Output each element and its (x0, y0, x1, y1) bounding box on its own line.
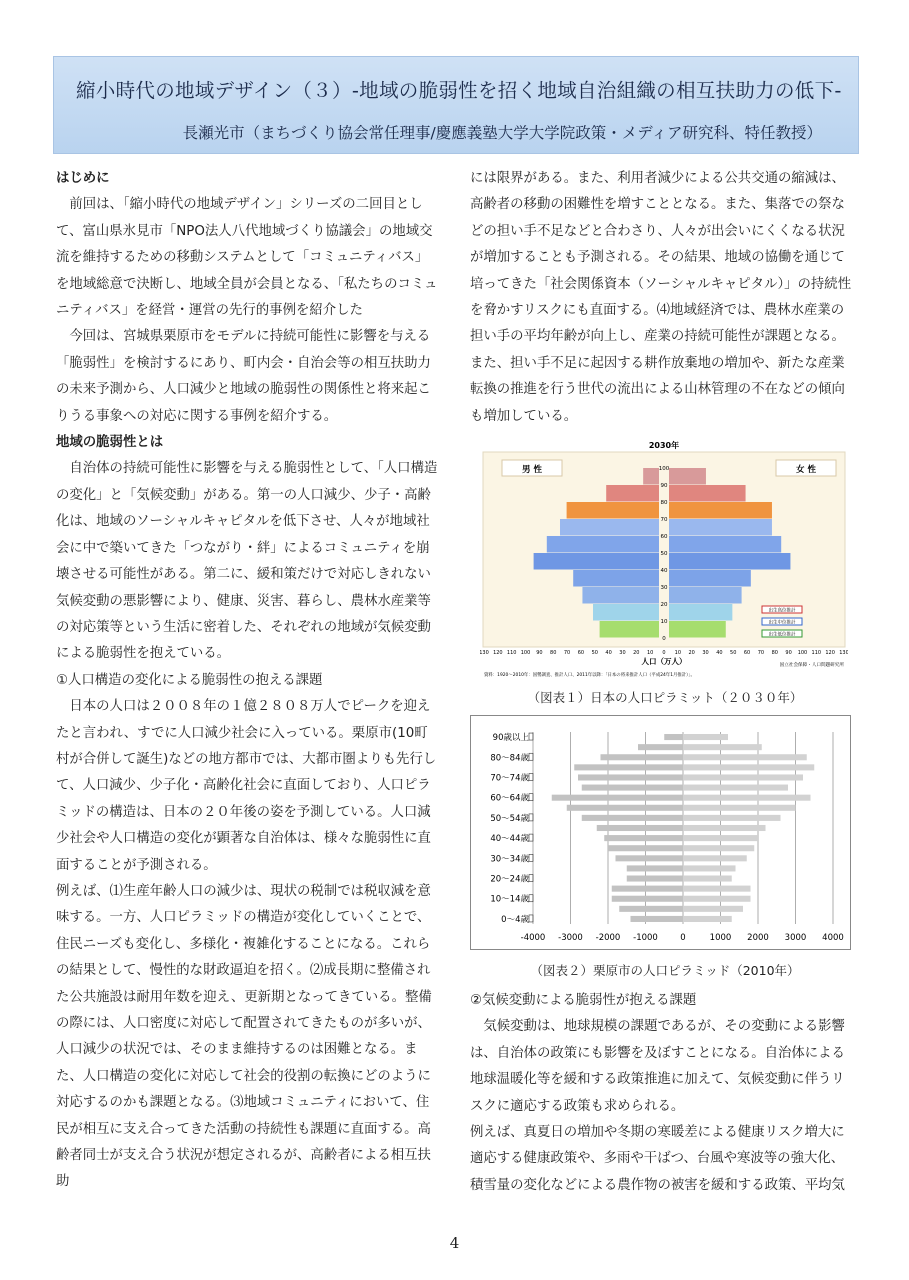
figure1-caption: （図表１）日本の人口ピラミット（２０３０年） (527, 690, 803, 705)
male-bar-0-9 (600, 621, 659, 638)
male-label: 男 性 (522, 465, 542, 475)
female-bar-10-19 (669, 604, 732, 621)
paragraph: 前回は、「縮小時代の地域デザイン」シリーズの二回目として、富山県氷見市「NPO法人八代地域づくり協議会」の地域交流を維持するための移動システムとして「コミュニティバス」を地域総意で決断し、地域全員が会員となる、「私たちのコミュニティバス」を経営・運営の先行的事例を紹介した (56, 197, 438, 319)
age-label: 60〜64歳 (490, 793, 529, 804)
x-tick: 70 (563, 650, 571, 656)
female-bar-90-99 (669, 468, 706, 485)
age-label: 40〜44歳 (490, 834, 529, 845)
bar-男-0〜4歳 (631, 916, 684, 922)
label-box (529, 875, 533, 882)
paragraph: 例えば、真夏日の増加や冬期の寒暖差による健康リスク増大に適応する健康政策や、多雨や干ばつ、台風や寒波等の強大化、積雪量の変化などによる農作物の被害を緩和する政策、平均気 (470, 1125, 845, 1193)
age-axis-labels (490, 732, 533, 925)
female-bar-60-69 (669, 519, 772, 536)
bar-男-30〜34歳 (616, 855, 684, 861)
bar-男-80〜84歳 (601, 754, 684, 760)
label-box (529, 753, 533, 760)
x-tick: 60 (743, 650, 751, 656)
age-tick: 10 (660, 619, 668, 625)
bar-男-70〜74歳 (578, 774, 683, 780)
page-number: 4 (449, 1234, 460, 1252)
label-box (529, 915, 533, 922)
japan-pyramid-chart (480, 438, 848, 684)
chart-org: 国立社会保障・人口問題研究所 (779, 663, 844, 668)
figure2-caption: （図表２）栗原市の人口ピラミッド（2010年） (530, 963, 800, 978)
label-box (529, 814, 533, 821)
x-tick: -2000 (595, 933, 621, 943)
x-tick: 0 (662, 650, 666, 656)
male-bar-80-89 (606, 485, 659, 502)
x-tick: 90 (536, 650, 543, 656)
bar-女-50〜54歳 (683, 815, 781, 821)
male-bar-50-59 (547, 536, 659, 553)
x-tick: 130 (480, 650, 489, 656)
x-tick: 110 (506, 650, 517, 656)
age-label: 30〜34歳 (490, 854, 529, 865)
female-bar-0-9 (669, 621, 726, 638)
kurihara-pyramid-chart (471, 716, 850, 949)
female-bar-70-79 (669, 502, 772, 519)
male-bar-90-99 (643, 468, 659, 485)
x-tick: 100 (520, 650, 531, 656)
bar-男-10〜14歳 (612, 896, 683, 902)
bar-女-80〜84歳 (683, 754, 807, 760)
age-tick: 20 (660, 602, 668, 608)
x-tick: -1000 (633, 933, 658, 943)
chart-year: 2030年 (648, 441, 680, 450)
paragraph: 気候変動は、地球規模の課題であるが、その変動による影響は、自治体の政策にも影響を及ぼすことになる。自治体による地球温暖化等を緩和する政策推進に加えて、気候変動に伴うリスクに適応する政策も求められる。 (470, 1019, 845, 1114)
legend-low: 出生低位推計 (768, 632, 796, 638)
bar-男-65〜69歳 (582, 785, 683, 791)
x-tick: 20 (633, 650, 640, 656)
label-box (529, 834, 533, 841)
label-box (529, 895, 533, 902)
age-label: 0〜4歳 (501, 914, 529, 925)
section-heading: 地域の脆弱性とは (56, 435, 164, 451)
kurihara-population-pyramid (470, 715, 851, 950)
x-tick: 3000 (784, 933, 807, 943)
age-tick: 0 (662, 636, 666, 642)
bar-男-55〜59歳 (567, 805, 683, 811)
x-tick: 80 (771, 650, 778, 656)
x-tick: 0 (680, 933, 686, 943)
x-tick-labels (521, 933, 844, 943)
x-tick: 80 (550, 650, 557, 656)
age-tick: 50 (660, 551, 668, 557)
article-header (53, 56, 859, 154)
x-tick: 4000 (822, 933, 844, 943)
male-bar-30-39 (573, 570, 659, 587)
left-column (56, 166, 440, 1196)
projection-legend (762, 606, 802, 638)
article-author: 長瀬光市（まちづくり協会常任理事/慶應義塾大学大学院政策・メディア研究科、特任教授） (182, 124, 822, 142)
legend-mid: 出生中位推計 (768, 620, 796, 626)
bar-男-15〜19歳 (612, 886, 683, 892)
age-tick: 70 (660, 517, 668, 523)
bar-男-5〜9歳 (619, 906, 683, 912)
age-tick: 100 (658, 466, 670, 472)
x-tick: 10 (646, 650, 654, 656)
x-tick: -3000 (558, 933, 583, 943)
bar-女-85〜89歳 (683, 744, 762, 750)
subsection-heading: ②気候変動による脆弱性が抱える課題 (470, 993, 697, 1008)
female-bar-30-39 (669, 570, 751, 587)
section-heading: はじめに (56, 171, 110, 186)
bar-女-45〜49歳 (683, 825, 766, 831)
bar-女-0〜4歳 (683, 916, 732, 922)
x-tick: 30 (619, 650, 626, 656)
bar-男-60〜64歳 (552, 795, 683, 801)
x-tick: 130 (839, 650, 848, 656)
bar-女-10〜14歳 (683, 896, 751, 902)
x-tick: -4000 (520, 933, 546, 943)
age-tick: 40 (660, 568, 668, 574)
x-tick: 70 (757, 650, 765, 656)
article-title: 縮小時代の地域デザイン（３）-地域の脆弱性を招く地域自治組織の相互扶助力の低下- (76, 79, 842, 102)
x-tick: 40 (716, 650, 723, 656)
bar-女-60〜64歳 (683, 795, 811, 801)
paragraph: 今回は、宮城県栗原市をモデルに持続可能性に影響を与える「脆弱性」を検討するにあり、町内会・自治会等の相互扶助力の未来予測から、人口減少と地域の脆弱性の関係性と将来起こりうる事象への対応に関する事例を紹介する。 (56, 329, 431, 424)
paragraph: 自治体の持続可能性に影響を与える脆弱性として、「人口構造の変化」と「気候変動」がある。第一の人口減少、少子・高齢化は、地域のソーシャルキャピタルを低下させ、人々が地域社会に中で築いてきた「つながり・絆」によるコミュニティを崩壊させる可能性がある。第二に、緩和策だけで対応しきれない気候変動の悪影響により、健康、災害、暮らし、農林水産業等の対応策等という生活に密着した、それぞれの地域が気候変動による脆弱性を抱えている。 (56, 461, 438, 662)
label-box (529, 733, 533, 740)
bar-男-20〜24歳 (627, 875, 683, 881)
female-bar-20-29 (669, 587, 742, 604)
bar-男-40〜44歳 (604, 835, 683, 841)
x-tick: 120 (825, 650, 835, 656)
x-tick: 20 (688, 650, 695, 656)
x-tick: 10 (674, 650, 682, 656)
age-tick: 30 (660, 585, 668, 591)
bar-女-55〜59歳 (683, 805, 796, 811)
paragraph: には限界がある。また、利用者減少による公共交通の縮減は、高齢者の移動の困難性を増すこととなる。また、集落での祭などの担い手不足などと合わさり、人々が出会いにくくなる状況が増加することも予測される。その結果、地域の協働を通じて培ってきた「社会関係資本（ソーシャルキャピタル）」の持続性を脅かすリスクにも直面する。⑷地域経済では、農林水産業の担い手の平均年齢が向上し、産業の持続可能性が課題となる。また、担い手不足に起因する耕作放棄地の増加や、新たな産業転換の推進を行う世代の流出による山林管理の不在などの傾向も増加している。 (470, 171, 852, 424)
bar-男-85〜89歳 (638, 744, 683, 750)
bar-女-20〜24歳 (683, 875, 732, 881)
bar-男-90歳以上 (664, 734, 683, 740)
age-tick: 80 (660, 500, 668, 506)
bar-女-40〜44歳 (683, 835, 758, 841)
x-tick: 50 (591, 650, 598, 656)
bar-女-5〜9歳 (683, 906, 743, 912)
x-tick-labels (480, 650, 848, 656)
label-box (529, 773, 533, 780)
subsection-heading: ①人口構造の変化による脆弱性の抱える課題 (56, 672, 323, 688)
female-label: 女 性 (796, 465, 816, 475)
chart-source: 資料：1920〜2010年：国勢調査、推計人口、2011年以降：「日本の将来推計人口（平成24年1月推計）」。 (484, 673, 695, 678)
female-bar-40-49 (669, 553, 790, 570)
paragraph: 日本の人口は２００８年の１億２８０８万人でピークを迎えたと言われ、すでに人口減少社会に入っている。栗原市(10町村が合併して誕生)などの地方都市では、大都市圏よりも先行して、人口減少、少子化・高齢化社会に直面しており、人口ピラミッドの構造は、日本の２０年後の姿を予測している。人口減少社会や人口構造の変化が顕著な自治体は、様々な脆弱性に直面することが予測される。 (56, 699, 437, 873)
x-tick: 2000 (747, 933, 769, 943)
label-box (529, 854, 533, 861)
female-bar-80-89 (669, 485, 746, 502)
age-label: 70〜74歳 (490, 773, 529, 784)
age-label: 10〜14歳 (490, 894, 529, 905)
right-column-top (470, 166, 856, 430)
male-bar-20-29 (582, 587, 659, 604)
bar-男-25〜29歳 (627, 865, 683, 871)
age-label: 80〜84歳 (490, 753, 529, 764)
japan-population-pyramid (480, 438, 848, 684)
bar-女-70〜74歳 (683, 774, 803, 780)
bar-女-15〜19歳 (683, 886, 751, 892)
male-bar-60-69 (560, 519, 659, 536)
male-bar-70-79 (567, 502, 659, 519)
x-axis-label: 人口（万人） (641, 657, 687, 666)
bar-女-90歳以上 (683, 734, 728, 740)
right-column-bottom (470, 988, 856, 1199)
male-bar-10-19 (593, 604, 659, 621)
x-tick: 110 (811, 650, 822, 656)
age-label: 90歳以上 (492, 733, 529, 744)
x-tick: 40 (605, 650, 612, 656)
male-bar-40-49 (534, 553, 659, 570)
bar-男-35〜39歳 (608, 845, 683, 851)
x-tick: 100 (797, 650, 808, 656)
bar-女-25〜29歳 (683, 865, 736, 871)
age-label: 50〜54歳 (490, 813, 529, 824)
age-label: 20〜24歳 (490, 874, 529, 885)
x-tick: 90 (785, 650, 792, 656)
female-bar-50-59 (669, 536, 781, 553)
x-tick: 30 (702, 650, 709, 656)
x-tick: 120 (493, 650, 503, 656)
bar-男-45〜49歳 (597, 825, 683, 831)
bar-女-65〜69歳 (683, 785, 788, 791)
bar-男-50〜54歳 (582, 815, 683, 821)
paragraph: 例えば、⑴生産年齢人口の減少は、現状の税制では税収減を意味する。一方、人口ピラミッドの構造が変化していくことで、住民ニーズも変化し、多様化・複雑化することになる。これらの結果として、慢性的な財政逼迫を招く。⑵成長期に整備された公共施設は耐用年数を迎え、更新期となってきている。整備の際には、人口密度に対応して配置されてきたものが多いが、人口減少の状況では、そのまま維持するのは困難となる。また、人口構造の変化に対応して社会的役割の転換にどのように対応するのかも課題となる。⑶地域コミュニティにおいて、住民が相互に支え合ってきた活動の持続性も課題に直面する。高齢者同士が支え合う状況が想定されるが、高齢者による相互扶助 (56, 883, 432, 1190)
bar-女-35〜39歳 (683, 845, 754, 851)
bar-男-75〜79歳 (574, 764, 683, 770)
label-box (529, 794, 533, 801)
x-tick: 1000 (709, 933, 732, 943)
x-tick: 60 (577, 650, 585, 656)
age-tick: 90 (660, 483, 668, 489)
age-tick: 60 (660, 534, 668, 540)
legend-high: 出生高位推計 (768, 608, 796, 614)
x-tick: 50 (730, 650, 737, 656)
bar-女-30〜34歳 (683, 855, 747, 861)
bar-女-75〜79歳 (683, 764, 814, 770)
